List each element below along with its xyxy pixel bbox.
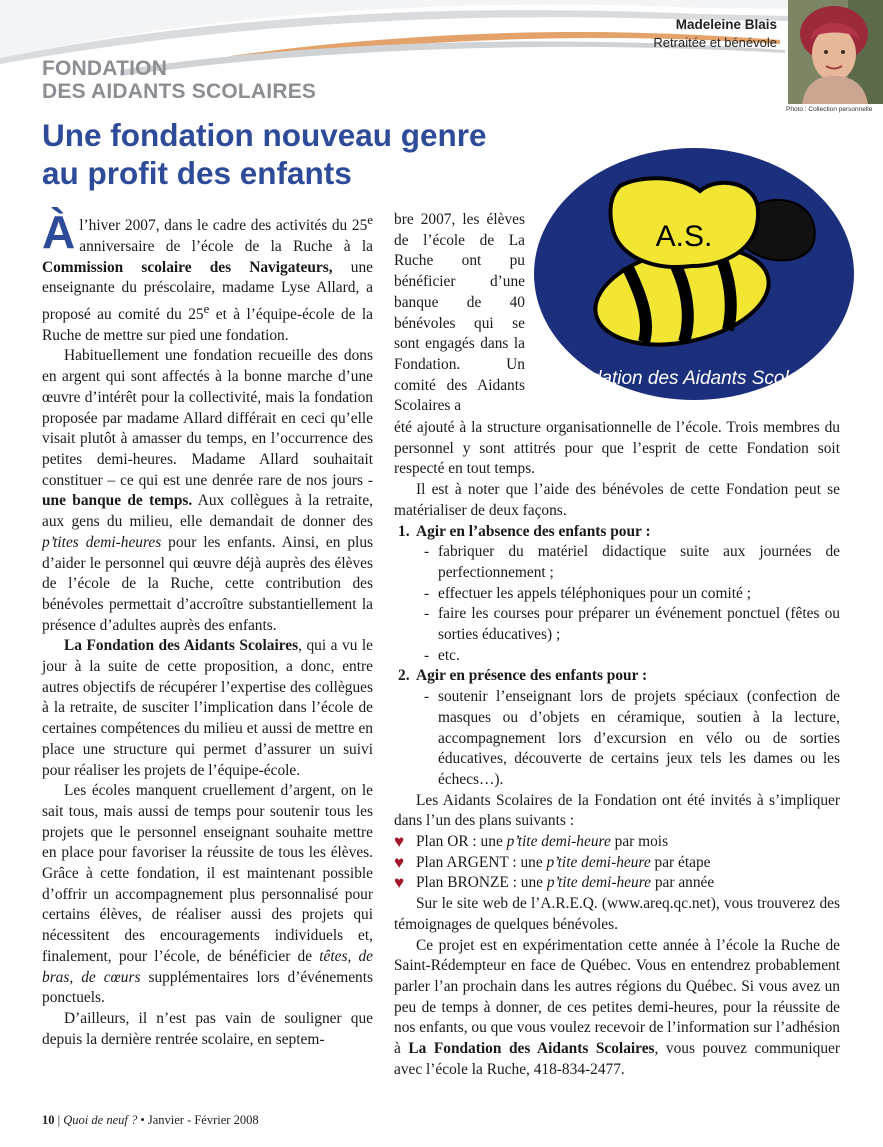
- author-block: [653, 17, 777, 50]
- sub-item: - fabriquer du matériel didactique suite aux journées de perfectionnement ;: [424, 543, 840, 581]
- plan-item: ♥ Plan OR : une p’tite demi-heure par mois: [394, 832, 669, 852]
- heart-icon: ♥: [394, 873, 405, 893]
- section-heading: [42, 57, 316, 103]
- list-item: 2. Agir en présence des enfants pour : - soutenir l’enseignant lors de projets spéciaux (confection de masques ou d’objets en céramique, soutien à la lecture, accompagnement lors d’excursion en vélo ou de sorties éducatives, découverte de certains jeux tels les dames ou les échecs…).: [394, 666, 840, 790]
- section-line-2: DES AIDANTS SCOLAIRES: [42, 80, 317, 103]
- heart-icon: ♥: [394, 832, 405, 852]
- column-2-narrow: [394, 210, 525, 417]
- paragraph: été ajouté à la structure organisationnelle de l’école. Trois membres du personnel y sont attitrés pour que l’esprit de cette Fondation soit respecté en tout temps.: [394, 419, 840, 478]
- sub-item: - faire les courses pour préparer un événement ponctuel (fêtes ou sorties éducatives) ;: [424, 605, 840, 644]
- paragraph: La Fondation des Aidants Scolaires, qui a vu le jour à la suite de cette proposition, a donc, entre autres objectifs de récupérer l’expertise des collègues à la retraite, de susciter l’implication dans l’école de certaines compétences du milieu et aussi de mettre en place une structure qui permet d’assurer un suivi pour réaliser les projets de l’équipe-école.: [42, 637, 373, 779]
- foundation-logo: [532, 146, 857, 402]
- portrait-icon: [788, 0, 883, 104]
- paragraph: Habituellement une fondation recueille des dons en argent qui sont affectés à la bonne marche d’une œuvre d’intérêt pour la collectivité, mais la fondation proposée par madame Allard différait en ceci qu’elle visait plutôt à amasser du temps, en l’occurrence des petites demi-heures. Madame Allard souhaitait constituer – ce qui est une denrée rare de nos jours - une banque de temps. Aux collègues à la retraite, aux gens du milieu, elle demandait de donner des p’tites demi-heures pour les enfants. Ainsi, en plus d’aider le personnel qui œuvre déjà auprès des élèves de l’école de la Ruche, cette contribution des bénévoles permettait d’accroître substantiellement la présence d’adultes auprès des enfants.: [42, 347, 373, 634]
- sub-list: [416, 687, 840, 791]
- sub-list: [416, 542, 840, 666]
- paragraph: Sur le site web de l’A.R.E.Q. (www.areq.qc.net), vous trouverez des témoignages de quelques bénévoles.: [394, 895, 840, 933]
- column-2: [394, 418, 840, 1081]
- paragraph: bre 2007, les élèves de l’école de La Ruche ont pu bénéficier d’une banque de 40 bénévoles qui se sont engagés dans la Fondation. Un comité des Aidants Scolaires a: [394, 211, 525, 415]
- plan-item: ♥ Plan ARGENT : une p’tite demi-heure par étape: [394, 852, 711, 872]
- sub-item: - etc.: [424, 646, 460, 664]
- action-list: [394, 522, 840, 791]
- paragraph: Les Aidants Scolaires de la Fondation ont été invités à s’impliquer dans l’un des plans suivants :: [394, 791, 840, 830]
- issue-date: • Janvier - Février 2008: [137, 1113, 259, 1127]
- author-role: Retraitée et bénévole: [653, 35, 777, 50]
- drop-cap: À: [42, 206, 76, 258]
- list-item: 1. Agir en l’absence des enfants pour : - fabriquer du matériel didactique suite aux journées de perfectionnement ; - effectuer les appels téléphoniques pour un comité ; - faire les courses pour préparer un événement ponctuel (fêtes ou sorties éducatives) ; - etc.: [394, 522, 840, 667]
- title-line-2: au profit des enfants: [42, 155, 352, 191]
- plan-item: ♥ Plan BRONZE : une p’tite demi-heure par année: [394, 873, 715, 893]
- paragraph: Àl’hiver 2007, dans le cadre des activités du 25e anniversaire de l’école de la Ruche à la Commission scolaire des Navigateurs, une enseignante du préscolaire, madame Lyse Allard, a proposé au comité du 25e et à l’équipe-école de la Ruche de mettre sur pied une fondation.: [42, 206, 374, 344]
- paragraph: Les écoles manquent cruellement d’argent, on le sait tous, mais aussi de temps pour soutenir tous les projets que le personnel enseignant souhaite mettre en place pour favoriser la réussite de tous les élèves. Grâce à cette fondation, il est maintenant possible d’offrir un accompagnement plus personnalisé pour certains élèves, de réaliser aussi des projets qui nécessitent des encouragements individuels et, finalement, pour l’école, de bénéficier de têtes, de bras, de cœurs supplémentaires lors d’événements ponctuels.: [42, 782, 373, 1007]
- bee-icon: [532, 146, 857, 402]
- logo-caption: -Fondation des Aidants Scolaires-: [551, 368, 837, 389]
- heart-icon: ♥: [394, 852, 405, 872]
- logo-initials: A.S.: [655, 220, 713, 253]
- sub-item: - effectuer les appels téléphoniques pour un comité ;: [424, 584, 751, 602]
- author-photo: [788, 0, 883, 104]
- sub-item: - soutenir l’enseignant lors de projets spéciaux (confection de masques ou d’objets en céramique, soutien à la lecture, accompagnement lors d’excursion en vélo ou de sorties éducatives, découverte de certains jeux tels les dames ou les échecs…).: [424, 688, 840, 788]
- magazine-name: Quoi de neuf ?: [63, 1113, 138, 1127]
- section-line-1: FONDATION: [42, 57, 168, 80]
- paragraph: D’ailleurs, il n’est pas vain de souligner que depuis la dernière rentrée scolaire, en septem-: [42, 1009, 373, 1048]
- paragraph: Ce projet est en expérimentation cette année à l’école la Ruche de Saint-Rédempteur en face de Québec. Vous en entendrez probablement parler l’an prochain dans les autres régions du Québec. Si vous avez un peu de temps à donner, de ces petites demi-heures, pour la réussite de nos enfants, ou que vous voulez recevoir de l’information sur l’adhésion à La Fondation des Aidants Scolaires, vous pouvez communiquer avec l’école la Ruche, 418-834-2477.: [394, 936, 840, 1078]
- article-title: [42, 116, 562, 192]
- page-number: 10: [42, 1113, 55, 1127]
- author-name: Madeleine Blais: [675, 17, 777, 32]
- paragraph: Il est à noter que l’aide des bénévoles de cette Fondation peut se matérialiser de deux façons.: [394, 481, 840, 519]
- title-line-1: Une fondation nouveau genre: [42, 117, 487, 153]
- page-footer: 10 | Quoi de neuf ? • Janvier - Février 2008: [42, 1113, 259, 1127]
- photo-credit: Photo : Collection personnelle: [786, 106, 873, 113]
- column-1: [42, 206, 374, 1050]
